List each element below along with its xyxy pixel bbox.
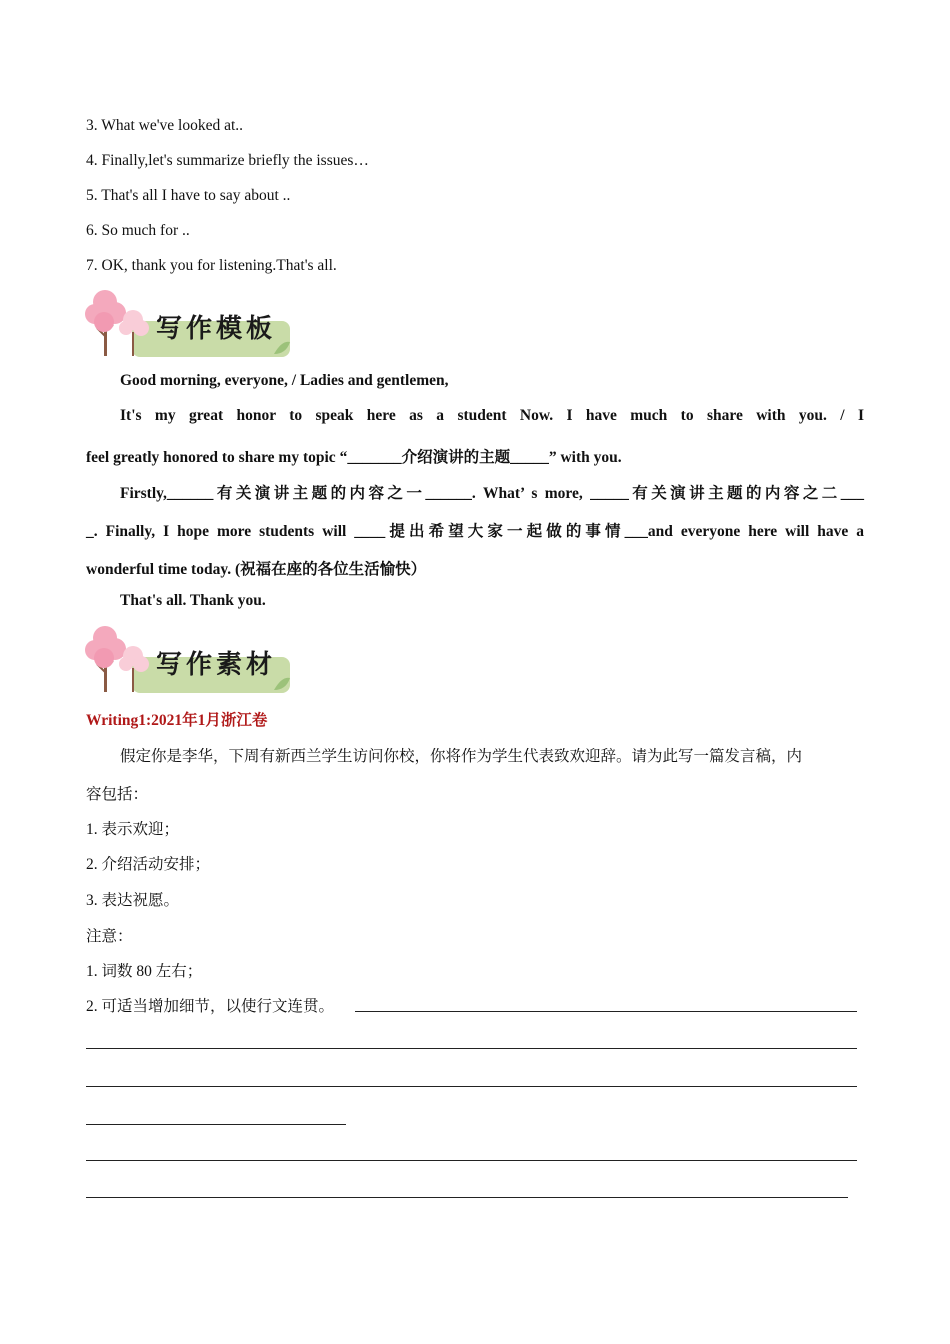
template-paragraph-line: It's my great honor to speak here as a student Now. I have much to share with you. / I [120,407,864,424]
prompt-line: 假定你是李华，下周有新西兰学生访问你校，你将作为学生代表致欢迎辞。请为此写一篇发言稿，内 [120,748,803,765]
template-greeting: Good morning, everyone, / Ladies and gentlemen, [120,372,449,389]
prompt-item: 3. 表达祝愿。 [86,892,180,909]
prompt-item: 2. 介绍活动安排； [86,856,211,873]
phrase-item: 4. Finally,let's summarize briefly the issues… [86,152,369,169]
template-closing: That's all. Thank you. [120,592,266,609]
section-title: 写作素材 [156,650,277,680]
writing-label: Writing1:2021年1月浙江卷 [86,712,268,729]
section-banner-template [84,288,294,360]
phrase-item: 3. What we've looked at.. [86,117,244,134]
answer-line [86,1124,346,1125]
phrase-item: 6. So much for .. [86,222,190,239]
template-paragraph-line: wonderful time today. (祝福在座的各位生活愉快） [86,561,427,578]
phrase-item: 5. That's all I have to say about .. [86,187,291,204]
section-banner-material [84,624,294,696]
notes-label: 注意： [86,928,133,945]
note-item: 2. 可适当增加细节，以使行文连贯。 [86,998,335,1015]
phrase-item: 7. OK, thank you for listening.That's all. [86,257,337,274]
template-paragraph-line: Firstly,______有关演讲主题的内容之一______. What’ s more, _____有关演讲主题的内容之二___ [120,485,864,502]
answer-line [86,1197,848,1198]
answer-line [86,1086,857,1087]
template-paragraph-line: feel greatly honored to share my topic “_______介绍演讲的主题_____” with you. [86,449,622,466]
prompt-line: 容包括： [86,786,149,803]
note-item: 1. 词数 80 左右； [86,963,203,980]
answer-line [86,1160,857,1161]
section-title: 写作模板 [156,314,277,344]
template-paragraph-line: _. Finally, I hope more students will ____提出希望大家一起做的事情___and everyone here will have a [86,523,864,540]
answer-line [86,1048,857,1049]
prompt-item: 1. 表示欢迎； [86,821,180,838]
answer-line [355,1011,857,1012]
